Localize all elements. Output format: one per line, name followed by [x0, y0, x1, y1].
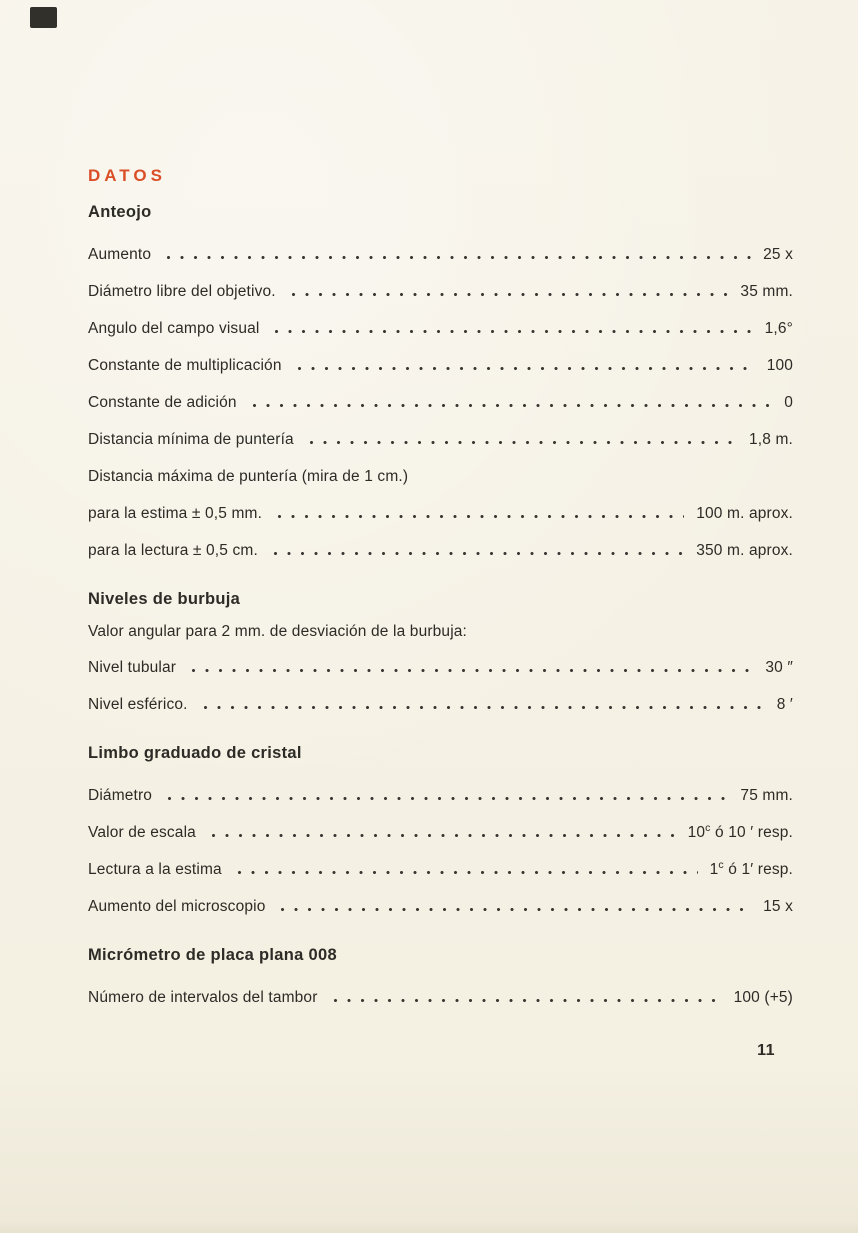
spec-value: 15 x: [763, 898, 793, 915]
spec-label: Número de intervalos del tambor: [88, 989, 318, 1006]
spec-value: 75 mm.: [740, 787, 793, 804]
spec-row: [88, 821, 793, 861]
dot-leader: [334, 999, 722, 1002]
dot-leader: [275, 330, 752, 333]
dot-leader: [281, 908, 751, 911]
spec-row: [88, 542, 793, 579]
section-rows: [88, 787, 793, 935]
spec-row: [88, 320, 793, 357]
spec-label: Nivel esférico.: [88, 696, 188, 713]
spec-label: Lectura a la estima: [88, 861, 222, 878]
dot-leader: [274, 552, 684, 555]
spec-value: 0: [784, 394, 793, 411]
spec-value: 35 mm.: [740, 283, 793, 300]
spec-row: [88, 394, 793, 431]
dot-leader: [192, 669, 753, 672]
section-heading: Niveles de burbuja: [88, 590, 241, 608]
spec-value: 350 m. aprox.: [696, 542, 793, 559]
spec-section: [88, 744, 793, 935]
spec-row: [88, 696, 793, 733]
section-rows: [88, 989, 793, 1026]
spec-section: [88, 590, 793, 733]
dot-leader: [168, 797, 728, 800]
spec-row: [88, 246, 793, 283]
sections-container: [88, 203, 793, 1026]
spec-row: [88, 989, 793, 1026]
spec-label: para la lectura ± 0,5 cm.: [88, 542, 258, 559]
dot-leader: [212, 834, 676, 837]
dot-leader: [278, 515, 684, 518]
spec-row: [88, 787, 793, 824]
spec-label: Diámetro libre del objetivo.: [88, 283, 276, 300]
spec-value: 1,8 m.: [749, 431, 793, 448]
page-number: 11: [757, 1042, 775, 1059]
spec-label: Nivel tubular: [88, 659, 177, 676]
spec-value: 30 ″: [765, 659, 793, 676]
scan-corner-mark: [30, 7, 57, 28]
spec-label: Constante de multiplicación: [88, 357, 282, 374]
spec-value: 100: [766, 357, 793, 374]
spec-row: [88, 357, 793, 394]
dot-leader: [167, 256, 751, 259]
section-intro: Valor angular para 2 mm. de desviación de la burbuja:: [88, 623, 468, 640]
spec-row: [88, 659, 793, 696]
spec-label: Aumento: [88, 246, 152, 263]
page-title: DATOS: [88, 166, 166, 185]
spec-row: [88, 898, 793, 935]
spec-label: Distancia mínima de puntería: [88, 431, 294, 448]
spec-label: Distancia máxima de puntería (mira de 1 cm.): [88, 468, 409, 485]
spec-section: [88, 203, 793, 579]
dot-leader: [238, 871, 698, 874]
section-heading: Limbo graduado de cristal: [88, 744, 302, 762]
spec-label: Diámetro: [88, 787, 153, 804]
dot-leader: [204, 706, 765, 709]
spec-value: 1$^c$ ó 1′ resp.: [709, 858, 793, 878]
section-heading: Micrómetro de placa plana 008: [88, 946, 337, 964]
spec-value: 1,6°: [764, 320, 793, 337]
spec-value: 8 ′: [776, 696, 793, 713]
spec-value: 25 x: [763, 246, 793, 263]
section-heading: Anteojo: [88, 203, 152, 221]
spec-row: [88, 431, 793, 468]
dot-leader: [298, 367, 755, 370]
spec-row: [88, 858, 793, 898]
spec-row: [88, 505, 793, 542]
spec-value: 100 (+5): [733, 989, 793, 1006]
dot-leader: [253, 404, 773, 407]
spec-value: 100 m. aprox.: [696, 505, 793, 522]
dot-leader: [292, 293, 729, 296]
spec-value: 10$^c$ ó 10 ′ resp.: [687, 821, 793, 841]
section-rows: [88, 659, 793, 733]
section-rows: [88, 246, 793, 579]
spec-label: Constante de adición: [88, 394, 237, 411]
spec-label: Valor de escala: [88, 824, 196, 841]
spec-label: Aumento del microscopio: [88, 898, 266, 915]
dot-leader: [310, 441, 737, 444]
spec-label: para la estima ± 0,5 mm.: [88, 505, 263, 522]
page-content: [88, 166, 793, 1026]
spec-row: [88, 468, 793, 505]
spec-label: Angulo del campo visual: [88, 320, 260, 337]
spec-section: [88, 946, 793, 1026]
spec-row: [88, 283, 793, 320]
